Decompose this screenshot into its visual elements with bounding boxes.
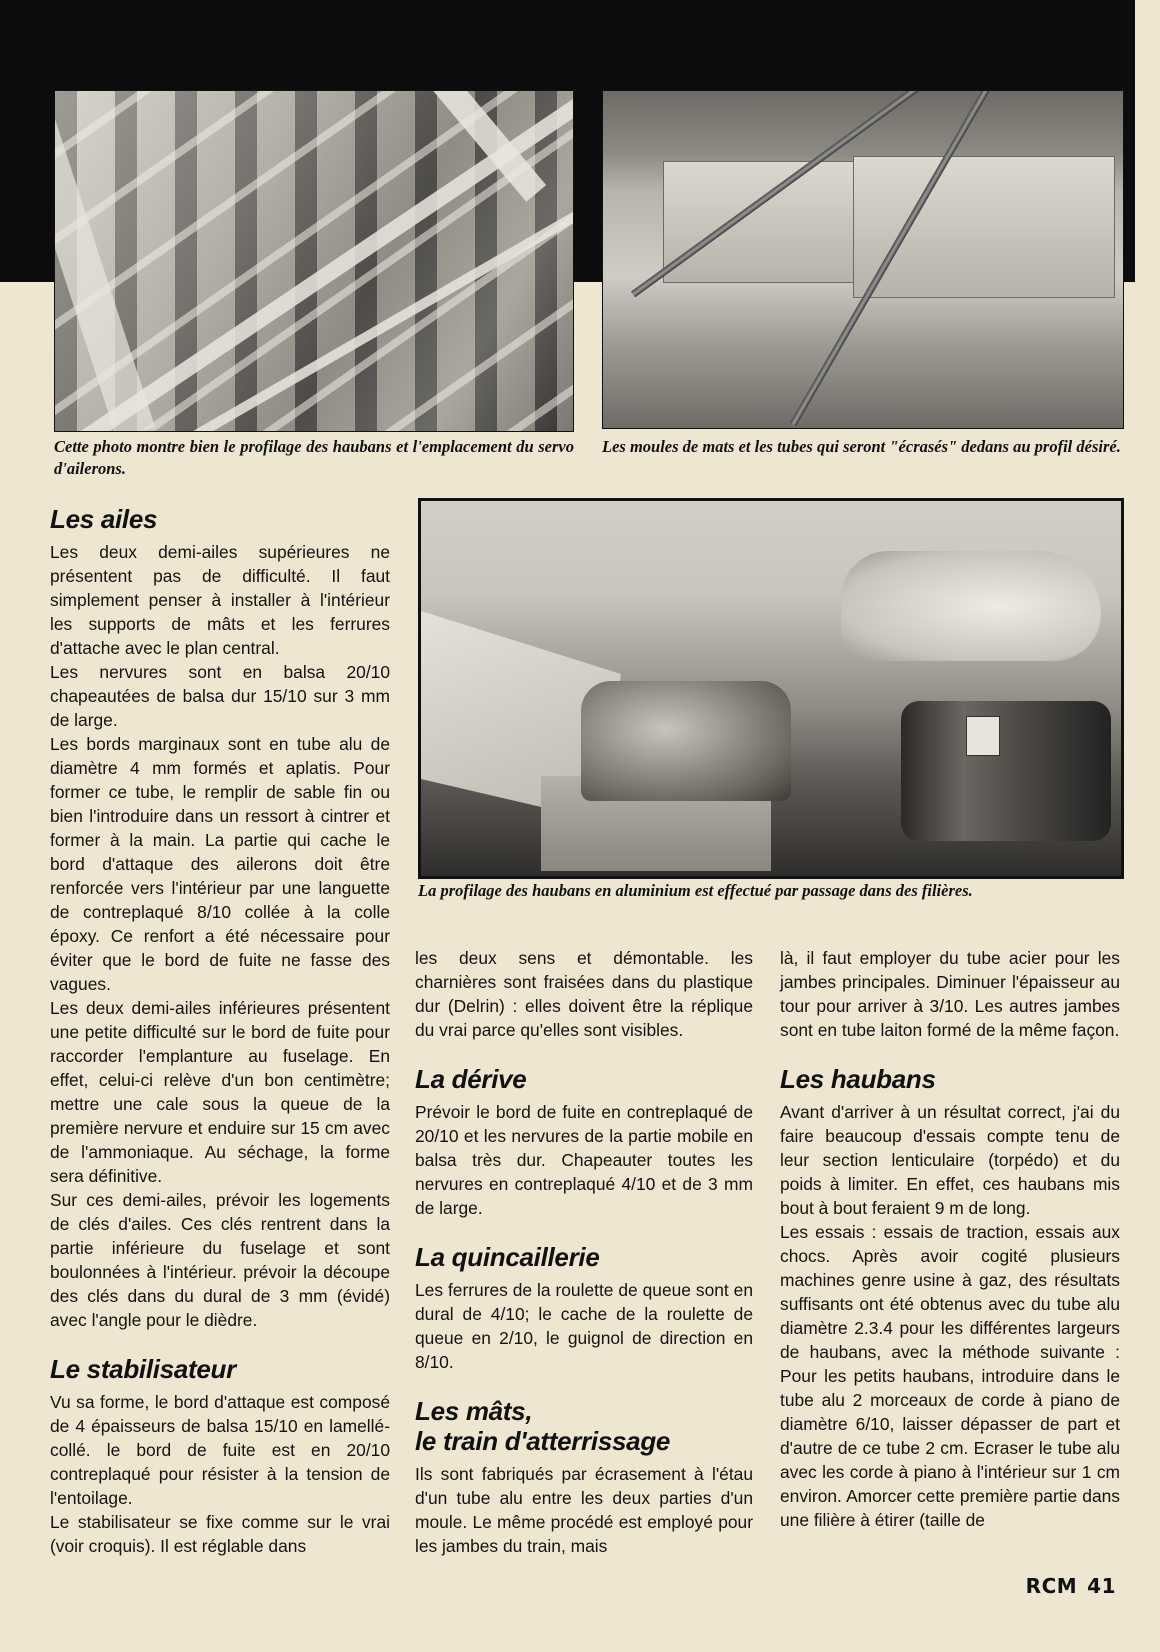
photo-strut-moulds (602, 90, 1124, 429)
paragraph: Prévoir le bord de fuite en contreplaqué de 20/10 et les nervures de la partie mobile en balsa très dur. Chapeauter toutes les nervures en contreplaqué 4/10 et de 3 mm de large. (415, 1102, 753, 1218)
paragraph: Ils sont fabriqués par écrasement à l'étau d'un tube alu entre les deux parties d'un moule. Le même procédé est employé pour les jambes du train, mais (415, 1464, 753, 1556)
heading-la-derive: La dérive (415, 1064, 527, 1094)
magazine-name: RCM (1025, 1574, 1078, 1598)
paragraph: les deux sens et démontable. les charnières sont fraisées dans du plastique dur (Delrin) : elles doivent être la réplique du vrai parce qu'elles sont visibles. (415, 948, 753, 1040)
caption-photo-3: La profilage des haubans en aluminium est effectué par passage dans des filières. (418, 881, 973, 900)
heading-line: le train d'atterrissage (415, 1426, 671, 1456)
bench-grinder-shape (901, 701, 1111, 841)
article-column-2 (415, 946, 753, 1558)
photo-strut-die-vise (418, 498, 1124, 879)
paragraph: Le stabilisateur se fixe comme sur le vrai (voir croquis). Il est réglable dans (50, 1512, 390, 1556)
caption-photo-1: Cette photo montre bien le profilage des haubans et l'emplacement du servo d'ailerons. (54, 437, 574, 478)
heading-les-haubans: Les haubans (780, 1064, 936, 1094)
article-column-1 (50, 504, 390, 1558)
heading-line: Les mâts, (415, 1396, 533, 1426)
heading-la-quincaillerie: La quincaillerie (415, 1242, 600, 1272)
grinder-label-shape (966, 716, 1000, 756)
paragraph: Sur ces demi-ailes, prévoir les logements de clés d'ailes. Ces clés rentrent dans la partie inférieure du fuselage et sont boulonnées à l'intérieur. prévoir la découpe des clés dans du dural de 3 mm (évidé) avec l'angle pour le dièdre. (50, 1190, 390, 1330)
paragraph: Les nervures sont en balsa 20/10 chapeautées de balsa dur 15/10 sur 3 mm de large. (50, 662, 390, 730)
heading-le-stabilisateur: Le stabilisateur (50, 1354, 236, 1384)
heading-les-mats-train (415, 1396, 753, 1456)
paragraph: Vu sa forme, le bord d'attaque est composé de 4 épaisseurs de balsa 15/10 en lamellé-collé. le bord de fuite est en 20/10 contreplaqué pour résister à la tension de l'entoilage. (50, 1392, 390, 1508)
paragraph: Avant d'arriver à un résultat correct, j'ai du faire beaucoup d'essais compte tenu de leur section lenticulaire (torpédo) et du poids à limiter. En effet, ces haubans mis bout à bout feraient 9 m de long. (780, 1102, 1120, 1218)
page-number: 41 (1087, 1574, 1116, 1598)
paragraph: Les essais : essais de traction, essais aux chocs. Après avoir cogité plusieurs machines genre usine à gaz, des résultats suffisants ont été obtenus avec du tube alu diamètre 2.3.4 pour les différentes largeurs de haubans, avec la méthode suivante : Pour les petits haubans, introduire dans le tube alu 2 morceaux de corde à piano de diamètre 6/10, laisser dépasser de part et d'autre de ce tube 2 cm. Ecraser le tube alu avec les corde à piano à l'intérieur sur 1 cm environ. Amorcer cette première partie dans une filière à étirer (taille de (780, 1222, 1120, 1530)
paragraph: là, il faut employer du tube acier pour les jambes principales. Diminuer l'épaisseur au tour pour arriver à 3/10. Les autres jambes sont en tube laiton formé de la même façon. (780, 948, 1120, 1040)
paragraph: Les bords marginaux sont en tube alu de diamètre 4 mm formés et aplatis. Pour former ce tube, le remplir de sable fin ou bien l'introduire dans un ressort à cintrer et former à la main. La partie qui cache le bord d'attaque des ailerons doit être renforcée vers l'intérieur par une languette de contreplaqué 8/10 collée à la colle époxy. Ce renfort a été nécessaire pour éviter que le bord de fuite ne fasse des vagues. (50, 734, 390, 994)
paragraph: Les ferrures de la roulette de queue sont en dural de 4/10; le cache de la roulette de queue en 2/10, le guignol de direction en 8/10. (415, 1280, 753, 1372)
paragraph: Les deux demi-ailes inférieures présentent une petite difficulté sur le bord de fuite pour raccorder l'emplanture au fuselage. En effet, celui-ci relève d'un bon centimètre; mettre une cale sous la queue de la première nervure et enduire sur 15 cm avec de l'ammoniaque. Au séchage, la forme sera définitive. (50, 998, 390, 1186)
vise-shape (581, 681, 791, 801)
photo-wing-struts (54, 90, 574, 432)
caption-photo-2: Les moules de mats et les tubes qui seront "écrasés" dedans au profil désiré. (602, 437, 1121, 456)
mould-block (853, 156, 1115, 298)
mould-block (663, 161, 855, 283)
article-column-3 (780, 946, 1120, 1532)
spar-shape (54, 113, 155, 432)
hand-shape (841, 551, 1101, 661)
heading-les-ailes: Les ailes (50, 504, 158, 534)
page-folio (1026, 1574, 1116, 1598)
paragraph: Les deux demi-ailes supérieures ne présentent pas de difficulté. Il faut simplement penser à installer à l'intérieur les supports de mâts et les ferrures d'attache avec le plan central. (50, 542, 390, 658)
